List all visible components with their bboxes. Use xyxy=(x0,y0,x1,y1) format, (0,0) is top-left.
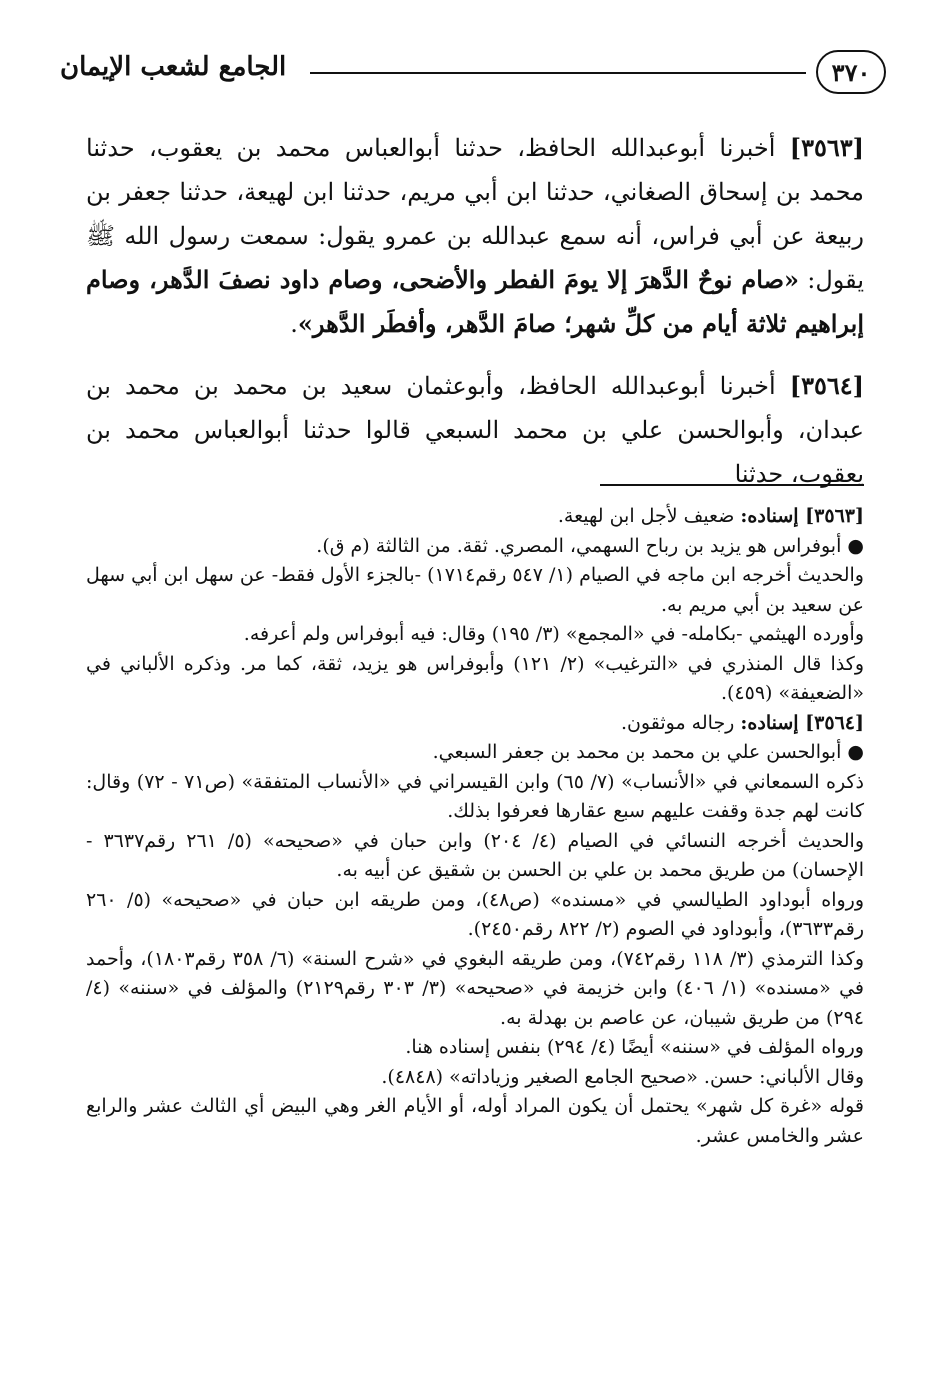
footnote-text: ضعيف لأجل ابن لهيعة. xyxy=(557,505,741,527)
footnote-line: ● أبوفراس هو يزيد بن رباح السهمي، المصري. ثقة. من الثالثة (م ق). xyxy=(316,534,864,557)
footnote-separator xyxy=(600,484,864,486)
footnote-line xyxy=(86,502,864,532)
footnote-label: [٣٥٦٤] إسناده: xyxy=(740,711,864,734)
book-title: الجامع لشعب الإيمان xyxy=(60,52,287,82)
footnote-line: ذكره السمعاني في «الأنساب» (٧/ ٦٥) وابن القيسراني في «الأنساب المتفقة» (ص٧١ - ٧٢) وقال: كانت لهم جدة وقفت عليهم سبع عقارها فعرفوا بذلك. xyxy=(86,770,864,822)
page-number: ٣٧٠ xyxy=(816,50,886,94)
footnote-line xyxy=(86,709,864,739)
header-rule xyxy=(310,72,806,74)
main-text xyxy=(86,126,864,514)
hadith-3564 xyxy=(86,364,864,496)
footnote-line: وكذا الترمذي (٣/ ١١٨ رقم٧٤٢)، ومن طريقه البغوي في «شرح السنة» (٦/ ٣٥٨ رقم١٨٠٣)، وأحمد في «مسنده» (١/ ٤٠٦) وابن خزيمة في «صحيحه» (٣/ ٣٠٣ رقم٢١٢٩) والمؤلف في «سننه» (٤/ ٢٩٤) من طريق شيبان، عن عاصم بن بهدلة به. xyxy=(86,947,865,1029)
footnote-line: ورواه المؤلف في «سننه» أيضًا (٤/ ٢٩٤) بنفس إسناده هنا. xyxy=(405,1036,864,1058)
footnote-line: قوله «غرة كل شهر» يحتمل أن يكون المراد أوله، أو الأيام الغر وهي البيض أي الثالث عشر والرابع عشر والخامس عشر. xyxy=(86,1095,865,1147)
footnote-line: وأورده الهيثمي -بكامله- في «المجمع» (٣/ ١٩٥) وقال: فيه أبوفراس ولم أعرفه. xyxy=(243,623,864,645)
footnote-line: والحديث أخرجه ابن ماجه في الصيام (١/ ٥٤٧ رقم١٧١٤) -بالجزء الأول فقط- عن سهل ابن أبي سهل عن سعيد بن أبي مريم به. xyxy=(86,564,864,616)
footnote-line: وقال الألباني: حسن. «صحيح الجامع الصغير وزياداته» (٤٨٤٨). xyxy=(381,1065,864,1088)
hadith-end: . xyxy=(290,310,298,338)
hadith-3563 xyxy=(86,126,864,346)
footnote-text: رجاله موثقون. xyxy=(620,711,741,734)
footnote-line: وكذا قال المنذري في «الترغيب» (٢/ ١٢١) وأبوفراس هو يزيد، ثقة، كما مر. وذكره الألباني في «الضعيفة» (٤٥٩). xyxy=(86,652,864,704)
footnote-line: ● أبوالحسن علي بن محمد بن محمد بن جعفر السبعي. xyxy=(432,741,864,763)
hadith-number: [٣٥٦٣] xyxy=(789,133,864,162)
page-header xyxy=(60,50,886,106)
footnotes xyxy=(86,502,864,1151)
footnote-label: [٣٥٦٣] إسناده: xyxy=(740,505,864,527)
hadith-matn: «صام نوحٌ الدَّهرَ إلا يومَ الفطر والأضحى، وصام داود نصفَ الدَّهر، وصام إبراهيم ثلاثة أيام من كلِّ شهر؛ صامَ الدَّهر، وأفطَر الدَّهر» xyxy=(86,265,864,338)
footnote-line: ورواه أبوداود الطيالسي في «مسنده» (ص٤٨)، ومن طريقه ابن حبان في «صحيحه» (٥/ ٢٦٠ رقم٣٦٣٣)، وأبوداود في الصوم (٢/ ٨٢٢ رقم٢٤٥٠). xyxy=(86,888,864,940)
hadith-number: [٣٥٦٤] xyxy=(789,371,864,400)
isnad-text: أخبرنا أبوعبدالله الحافظ، حدثنا أبوالعباس محمد بن يعقوب، حدثنا محمد بن إسحاق الصغاني، حدثنا ابن أبي مريم، حدثنا ابن لهيعة، حدثنا جعفر بن ربيعة عن أبي فراس، أنه سمع عبدالله بن عمرو يقول: سمعت رسول الله ﷺ يقول: xyxy=(86,134,864,294)
footnote-line: والحديث أخرجه النسائي في الصيام (٤/ ٢٠٤) وابن حبان في «صحيحه» (٥/ ٢٦١ رقم٣٦٣٧ - الإحسان) من طريق محمد بن علي بن الحسن بن شقيق عن أبيه به. xyxy=(86,829,864,881)
isnad-text: أخبرنا أبوعبدالله الحافظ، وأبوعثمان سعيد بن محمد بن محمد بن عبدان، وأبوالحسن علي بن محمد السبعي قالوا حدثنا أبوالعباس محمد بن يعقوب، حدثنا xyxy=(86,372,864,488)
